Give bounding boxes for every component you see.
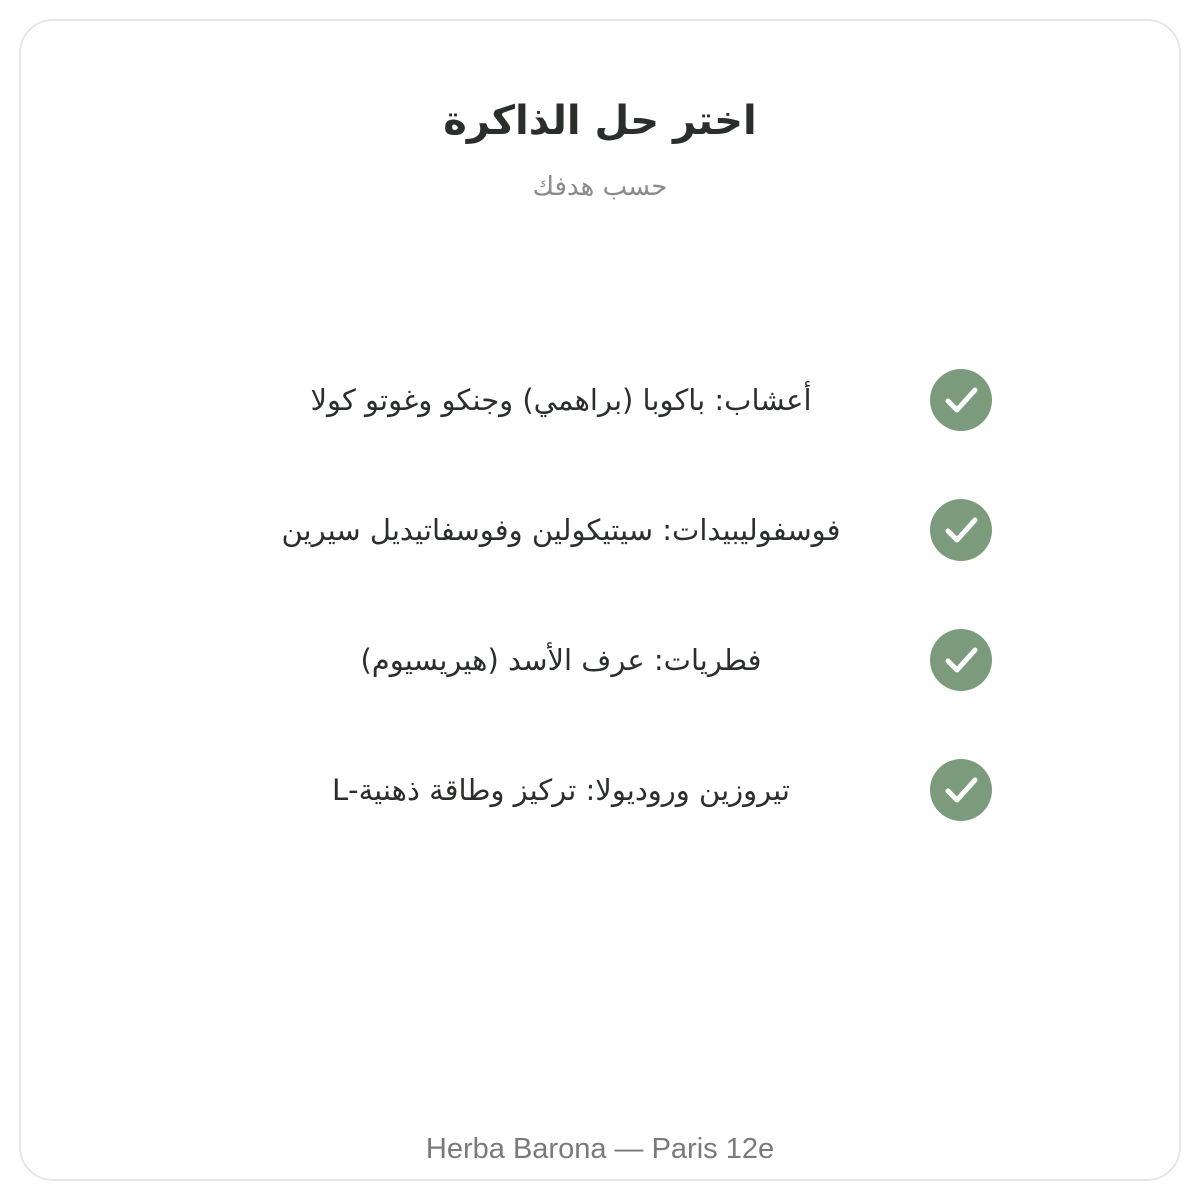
- list-item: [21, 759, 1179, 821]
- list-item-label: تيروزين وروديولا: تركيز وطاقة ذهنية-L: [332, 773, 790, 807]
- footer-text: Herba Barona — Paris 12e: [425, 1133, 775, 1165]
- page-title: اختر حل الذاكرة: [443, 98, 757, 144]
- list-item-label: فطريات: عرف الأسد (هيريسيوم): [360, 643, 762, 677]
- check-icon: [930, 369, 992, 431]
- check-icon: [930, 759, 992, 821]
- card: [19, 19, 1181, 1181]
- list-item: [21, 629, 1179, 691]
- page-subtitle: حسب هدفك: [532, 172, 668, 202]
- list-item-label: فوسفوليبيدات: سيتيكولين وفوسفاتيديل سيرين: [281, 513, 841, 547]
- check-icon: [930, 499, 992, 561]
- list-item-label: أعشاب: باكوبا (براهمي) وجنكو وغوتو كولا: [310, 383, 812, 417]
- list-item: [21, 499, 1179, 561]
- check-icon: [930, 629, 992, 691]
- list-item: [21, 369, 1179, 431]
